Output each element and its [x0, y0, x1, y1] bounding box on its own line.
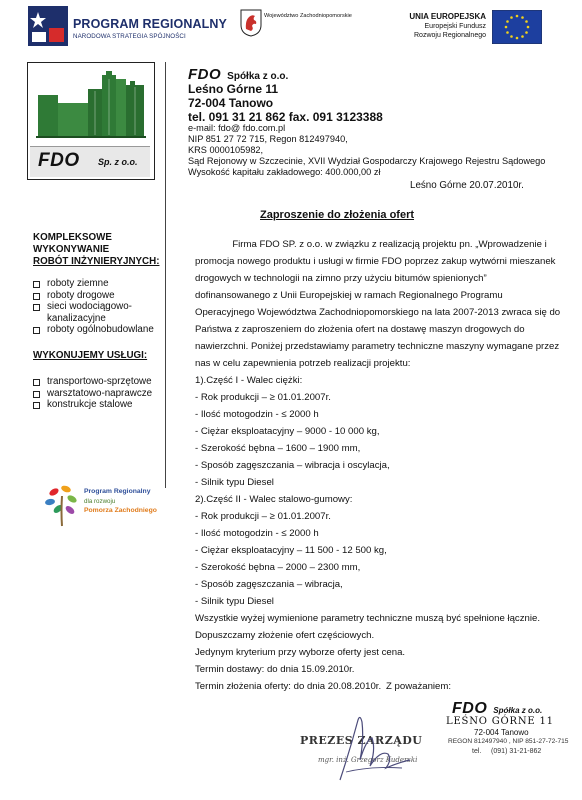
president-stamp — [290, 710, 423, 786]
letter-regards: Z poważaniem: — [386, 681, 452, 692]
list-item-label: sieci wodociągowo- — [47, 301, 132, 313]
letter-line: Operacyjnego Województwa Zachodniopomorskiego na lata 2007-2013 zwraca się do — [195, 307, 561, 318]
letter-line: - Ciężar eksploatacyjny – 9000 - 10 000 kg, — [195, 426, 380, 437]
letter-line: 2).Część II - Walec stalowo-gumowy: — [195, 494, 353, 505]
program-pomorze-line2: dla rozwoju — [84, 498, 116, 505]
list-item — [33, 278, 154, 290]
list-item-label: konstrukcje stalowe — [47, 399, 133, 411]
sidebar-divider — [165, 62, 166, 488]
letter-date: Leśno Górne 20.07.2010r. — [410, 180, 524, 191]
services-list — [33, 278, 154, 336]
letter-line: promocja nowego produktu i usługi w firmie FDO poprzez zakup wytwórni mieszanek — [195, 256, 556, 267]
stamp-logo-text: FDO — [452, 700, 488, 717]
list-item-label: roboty ziemne — [47, 278, 109, 289]
program-regionalny-subtitle: NARODOWA STRATEGIA SPÓJNOŚCI — [73, 33, 186, 40]
company-legal-form: Spółka z o.o. — [227, 71, 289, 82]
list-item-label: roboty drogowe — [47, 289, 115, 301]
list-item — [33, 388, 152, 400]
president-title: PREZES ZARZĄDU — [300, 734, 423, 747]
company-stamp — [436, 700, 576, 770]
letter-line: Dopuszczamy złożenie ofert częściowych. — [195, 630, 375, 641]
company-logo-text: FDO — [188, 66, 222, 83]
voivodeship-logo — [240, 9, 380, 45]
services2-list — [33, 376, 152, 411]
letter-line: drogowych w technologii na zimno przy użyciu bitumów spienionych” — [195, 273, 487, 284]
list-item — [33, 290, 154, 302]
letter-line: Wszystkie wyżej wymienione parametry techniczne muszą być spełnione łącznie. — [195, 613, 540, 624]
eu-fund-line1: Europejski Fundusz — [424, 23, 486, 30]
letter-title: Zaproszenie do złożenia ofert — [260, 209, 415, 221]
list-item — [33, 313, 154, 325]
company-street: Leśno Górne 11 — [188, 82, 279, 96]
list-item-label: warsztatowo-naprawcze — [47, 387, 153, 399]
program-pomorze-logo — [44, 482, 174, 532]
services-heading-line: KOMPLEKSOWE — [33, 232, 112, 243]
letter-line: - Ciężar eksploatacyjny – 11 500 - 12 500 kg, — [195, 545, 387, 556]
program-regionalny-title: PROGRAM REGIONALNY — [73, 17, 227, 31]
list-item — [33, 399, 152, 411]
letter-line: - Szerokość bębna – 1600 – 1900 mm, — [195, 443, 361, 454]
services2-heading: WYKONUJEMY USŁUGI: — [33, 350, 148, 361]
list-item — [33, 301, 154, 313]
checkbox-bullet-icon — [33, 293, 40, 300]
stamp-legal-form: Spółka z o.o. — [493, 706, 543, 715]
fdo-logo-text: FDO — [38, 150, 80, 171]
letter-line: Termin dostawy: do dnia 15.09.2010r. — [195, 664, 355, 675]
program-pomorze-line3: Pomorza Zachodniego — [84, 507, 157, 514]
checkbox-bullet-icon — [33, 281, 40, 288]
company-city: 72-004 Tanowo — [188, 96, 274, 110]
letter-line: - Rok produkcji – ≥ 01.01.2007r. — [195, 511, 331, 522]
program-pomorze-line1: Program Regionalny — [84, 488, 151, 495]
checkbox-bullet-icon — [33, 391, 40, 398]
letter-line: - Silnik typu Diesel — [195, 477, 274, 488]
company-nip: NIP 851 27 72 715, Regon 812497940, — [188, 134, 348, 144]
list-item — [33, 324, 154, 336]
letter-line: - Ilość motogodzin - ≤ 2000 h — [195, 409, 319, 420]
letter-line: nawierzchni. Poniżej przedstawiamy parametry techniczne maszyny wymagane przez — [195, 341, 560, 352]
company-email: e-mail: fdo@ fdo.com.pl — [188, 123, 286, 133]
letter-line: - Ilość motogodzin - ≤ 2000 h — [195, 528, 319, 539]
services-heading — [33, 232, 159, 268]
stamp-street: LEŚNO GÓRNE 11 — [446, 716, 554, 727]
stamp-ids: REGON 812497940 , NIP 851-27-72-715 — [448, 738, 569, 745]
list-item-label: roboty ogólnobudowlane — [47, 324, 154, 336]
letter-line: Państwa z zaproszeniem do złożenia ofert na dostawę maszyn drogowych do — [195, 324, 525, 335]
letter-line: Termin złożenia oferty: do dnia 20.08.2010r. — [195, 681, 382, 692]
company-court: Sąd Rejonowy w Szczecinie, XVII Wydział Gospodarczy Krajowego Rejestru Sądowego — [188, 156, 546, 166]
president-name: mgr. inż. Grzegorz Kuderski — [318, 756, 418, 764]
griffin-crest-icon — [240, 9, 262, 37]
stamp-city: 72-004 Tanowo — [474, 728, 529, 737]
company-krs: KRS 0000105982, — [188, 145, 264, 155]
building-illustration-icon — [36, 69, 146, 139]
list-item — [33, 376, 152, 388]
signature-icon — [310, 710, 420, 786]
program-regionalny-logo — [28, 6, 227, 46]
letter-line: 1).Część I - Walec ciężki: — [195, 375, 303, 386]
letter-line: - Silnik typu Diesel — [195, 596, 274, 607]
checkbox-bullet-icon — [33, 304, 40, 311]
letter-line: dofinansowanego z Unii Europejskiej w ramach Regionalnego Programu — [195, 290, 503, 301]
list-item-label: kanalizacyjne — [47, 312, 106, 324]
services-heading-line: WYKONYWANIE — [33, 244, 110, 255]
checkbox-bullet-icon — [33, 327, 40, 334]
checkbox-bullet-icon — [33, 379, 40, 386]
letter-line: nas w celu zapewnienia potrzeb realizacji projektu: — [195, 358, 411, 369]
letter-line: - Rok produkcji – ≥ 01.01.2007r. — [195, 392, 331, 403]
fdo-logo-suffix: Sp. z o.o. — [98, 157, 138, 167]
list-item-label: transportowo-sprzętowe — [47, 376, 152, 387]
letter-line: Jedynym kryterium przy wyborze oferty jest cena. — [195, 647, 406, 658]
letter-line: - Sposób zagęszczania – wibracja i oscylacja, — [195, 460, 390, 471]
eu-logo — [398, 8, 544, 46]
company-capital: Wysokość kapitału zakładowego: 400.000,00 zł — [188, 167, 381, 177]
letter-line: - Sposób zagęszczania – wibracja, — [195, 579, 343, 590]
company-phone: tel. 091 31 21 862 fax. 091 3123388 — [188, 110, 383, 124]
program-regionalny-mark-icon — [28, 6, 68, 46]
services-heading-line: ROBÓT INŻYNIERYJNYCH: — [33, 256, 160, 267]
tree-logo-icon — [44, 482, 80, 528]
checkbox-bullet-icon — [33, 402, 40, 409]
eu-fund-line2: Rozwoju Regionalnego — [414, 32, 486, 39]
letter-line: Firma FDO SP. z o.o. w związku z realizacją projektu pn. „Wprowadzenie i — [195, 239, 547, 250]
stamp-tel: tel. (091) 31-21-862 — [472, 748, 542, 755]
fdo-brand-bar — [30, 146, 150, 177]
eu-flag-icon — [492, 10, 542, 44]
eu-title: UNIA EUROPEJSKA — [409, 12, 486, 21]
voivodeship-name: Województwo Zachodniopomorskie — [264, 13, 352, 19]
letter-line: - Szerokość bębna – 2000 – 2300 mm, — [195, 562, 361, 573]
letter-body — [195, 236, 567, 695]
fdo-logo-box — [27, 62, 155, 180]
